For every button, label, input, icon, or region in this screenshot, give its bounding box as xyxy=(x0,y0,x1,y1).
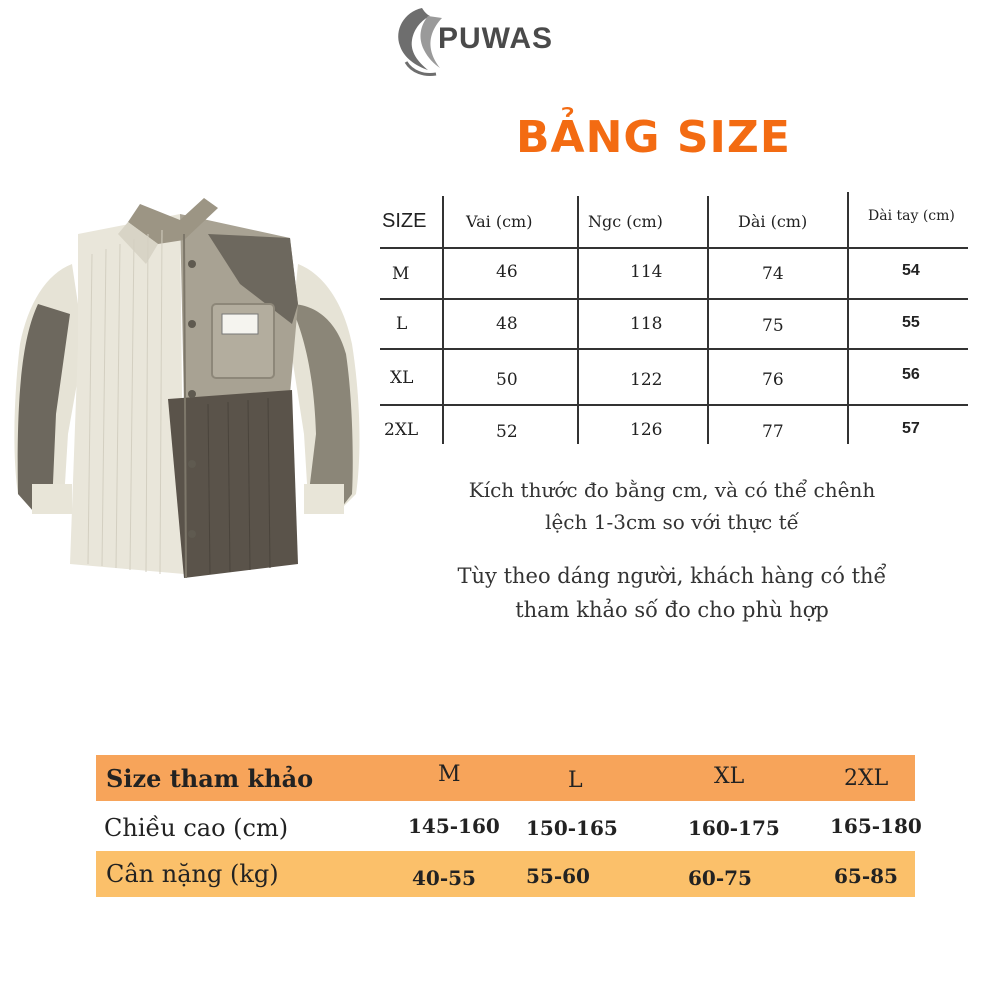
note-line-2: lệch 1-3cm so với thực tế xyxy=(545,510,799,534)
reference-height-cell: 145-160 xyxy=(408,814,500,838)
table-cell: 54 xyxy=(902,262,920,279)
table-cell: 48 xyxy=(496,314,518,334)
table-cell: 46 xyxy=(496,262,518,282)
col-header-shoulder: Vai (cm) xyxy=(466,212,533,231)
table-cell: 74 xyxy=(762,264,784,284)
reference-header-cell: M xyxy=(438,762,461,787)
reference-header-cell: 2XL xyxy=(844,766,889,791)
reference-height-label: Chiều cao (cm) xyxy=(104,814,289,842)
reference-header-cell: L xyxy=(568,768,583,793)
table-cell: M xyxy=(392,264,410,284)
table-cell: 57 xyxy=(902,420,920,437)
table-line xyxy=(707,196,709,444)
table-cell: 52 xyxy=(496,422,518,442)
note-line-1: Kích thước đo bằng cm, và có thể chênh xyxy=(468,478,876,502)
table-cell: 126 xyxy=(630,420,663,440)
table-cell: 122 xyxy=(630,370,663,390)
table-cell: 56 xyxy=(902,366,920,383)
shirt-illustration xyxy=(8,194,366,586)
table-cell: 50 xyxy=(496,370,518,390)
table-cell: 114 xyxy=(630,262,663,282)
reference-weight-cell: 60-75 xyxy=(688,866,752,890)
reference-weight-cell: 40-55 xyxy=(412,866,476,890)
page-title: BẢNG SIZE xyxy=(516,112,791,163)
reference-height-cell: 165-180 xyxy=(830,814,922,838)
col-header-size: SIZE xyxy=(382,210,427,232)
table-line xyxy=(380,348,968,350)
col-header-chest: Ngc (cm) xyxy=(588,212,663,231)
reference-weight-cell: 65-85 xyxy=(834,864,898,888)
reference-weight-cell: 55-60 xyxy=(526,864,590,888)
table-cell: L xyxy=(396,314,408,334)
table-cell: XL xyxy=(390,368,414,388)
table-cell: 55 xyxy=(902,314,920,331)
table-cell: 118 xyxy=(630,314,663,334)
table-cell: 76 xyxy=(762,370,784,390)
table-line xyxy=(442,196,444,444)
note-line-3: Tùy theo dáng người, khách hàng có thể xyxy=(457,564,887,588)
table-line xyxy=(380,298,968,300)
reference-header-cell: XL xyxy=(714,764,745,789)
reference-header-label: Size tham khảo xyxy=(106,764,314,793)
reference-weight-label: Cân nặng (kg) xyxy=(106,860,279,888)
table-line xyxy=(577,196,579,444)
table-cell: 75 xyxy=(762,316,784,336)
col-header-sleeve: Dài tay (cm) xyxy=(868,208,955,224)
table-line xyxy=(380,247,968,249)
brand-name: PUWAS xyxy=(438,22,554,55)
col-header-length: Dài (cm) xyxy=(738,212,808,231)
table-cell: 2XL xyxy=(384,420,419,440)
table-cell: 77 xyxy=(762,422,784,442)
table-line xyxy=(847,192,849,444)
note-line-4: tham khảo số đo cho phù hợp xyxy=(515,598,829,622)
table-line xyxy=(380,404,968,406)
reference-height-cell: 150-165 xyxy=(526,816,618,840)
reference-height-cell: 160-175 xyxy=(688,816,780,840)
